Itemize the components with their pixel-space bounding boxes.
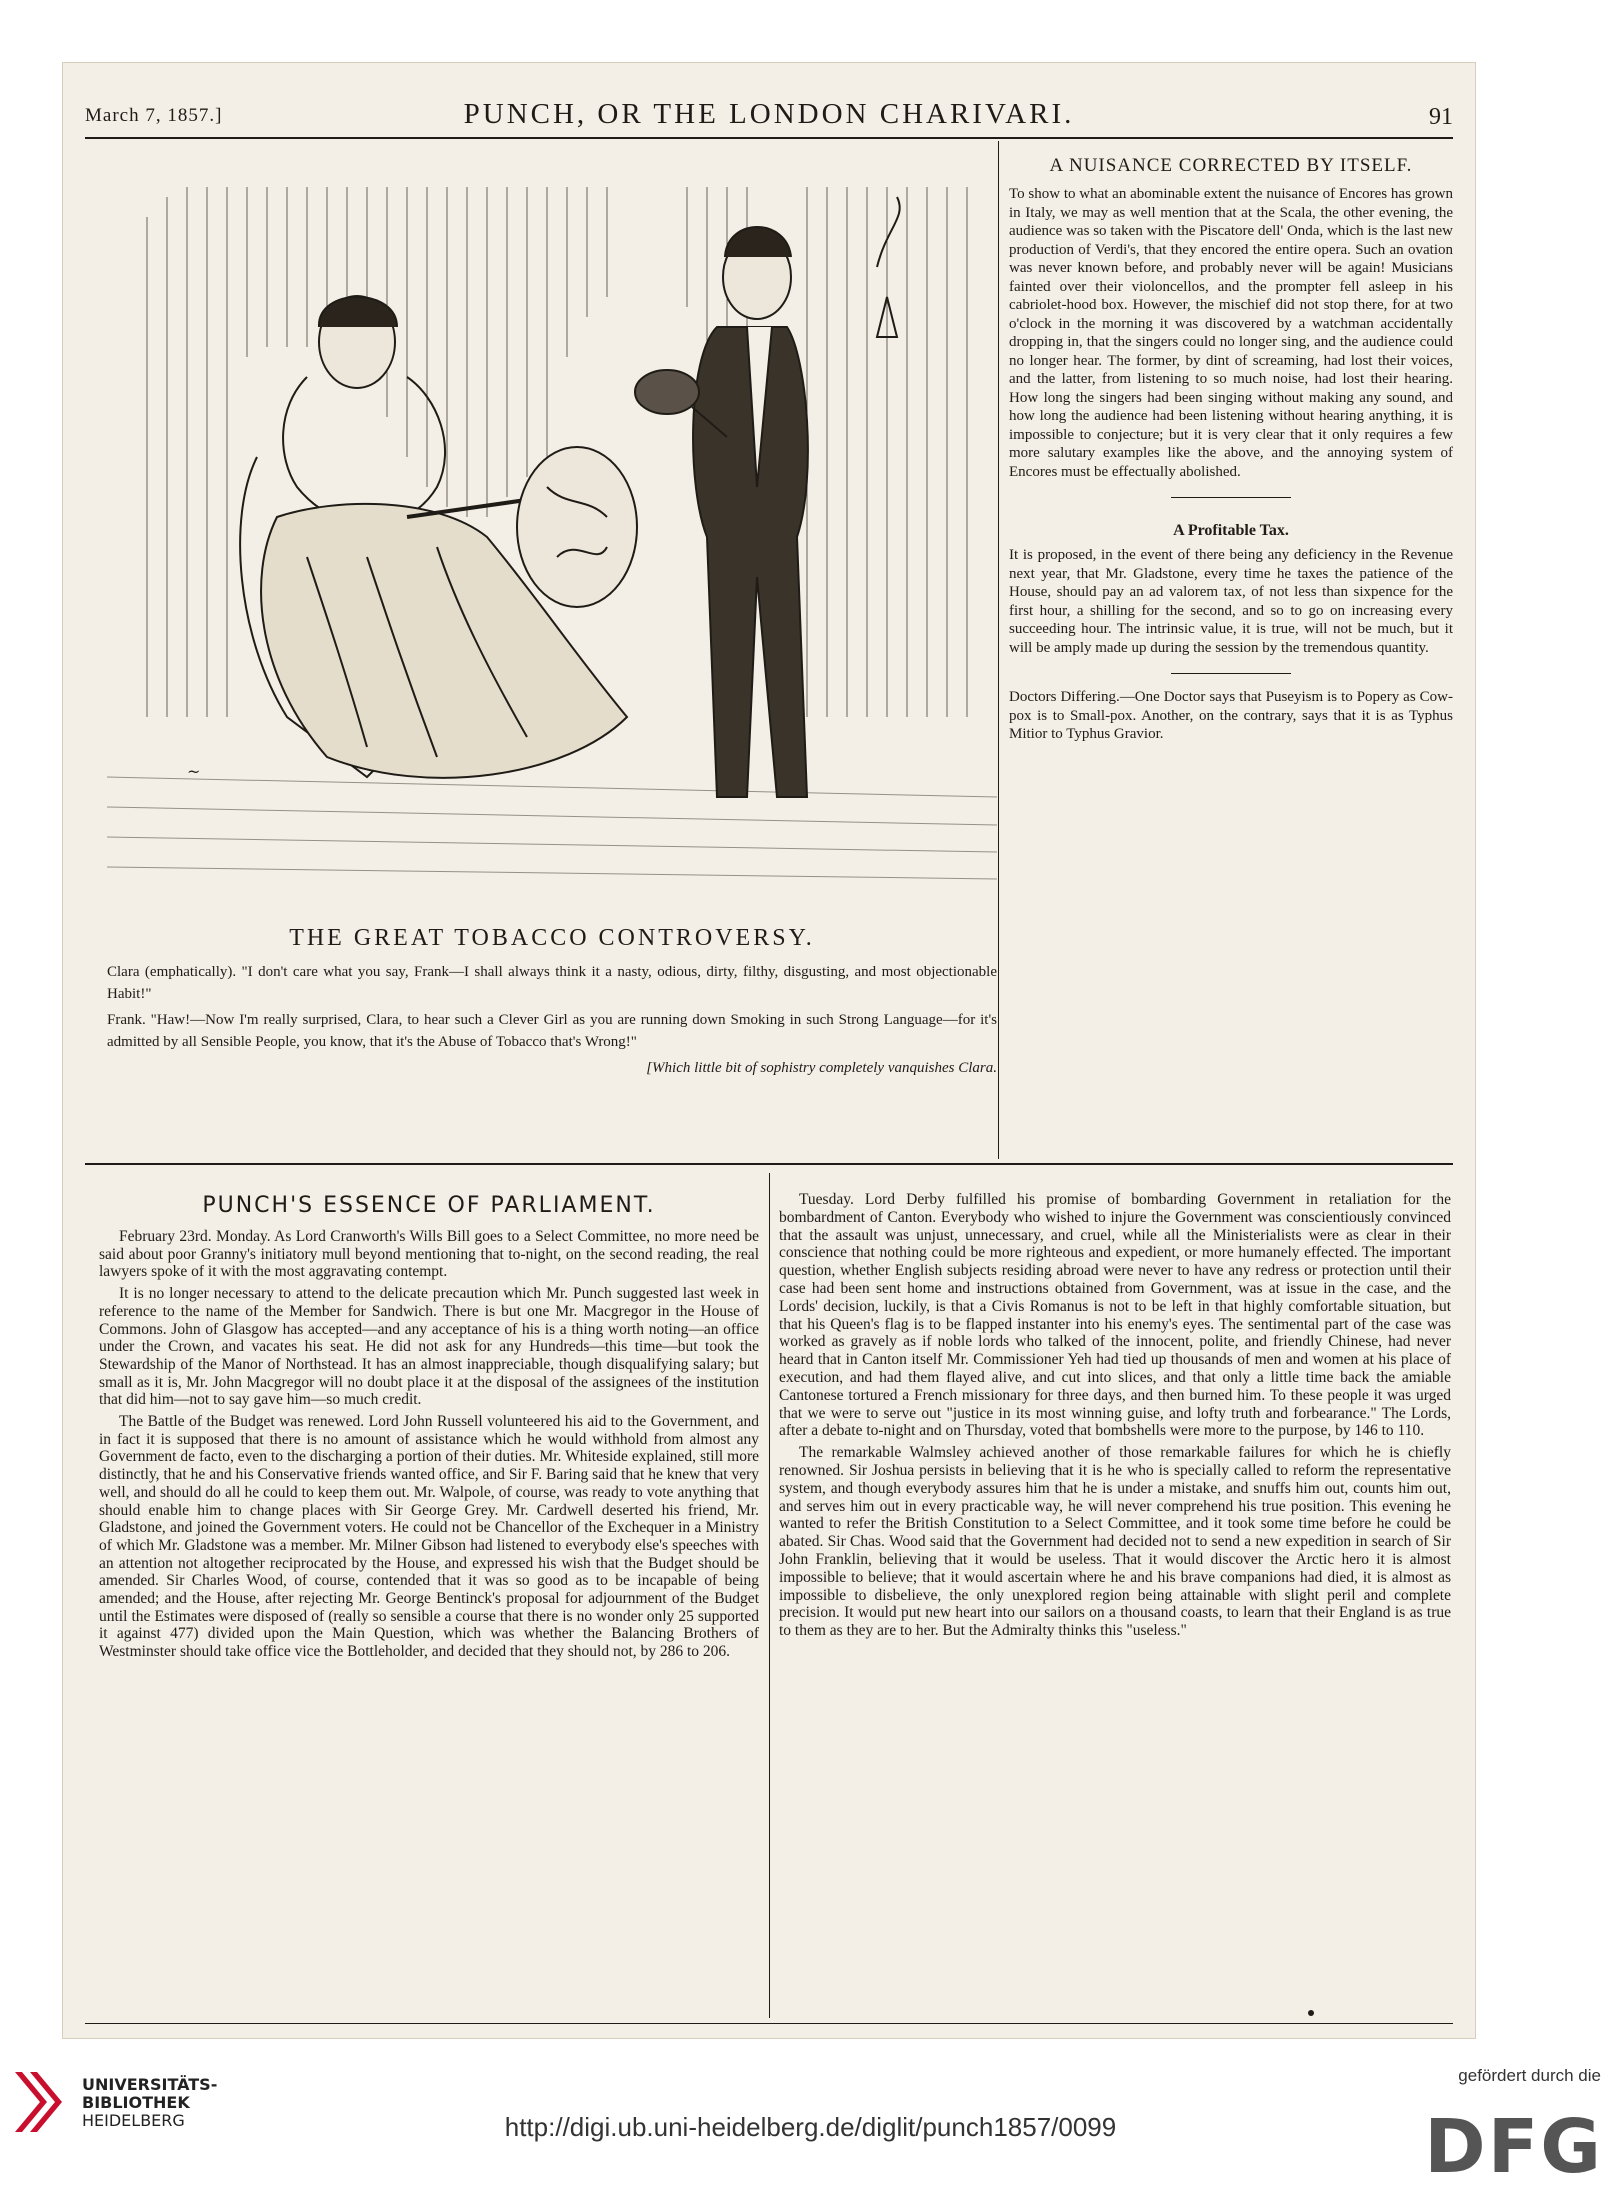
running-header <box>85 87 1453 135</box>
essence-heading: PUNCH'S ESSENCE OF PARLIAMENT. <box>202 1193 656 1218</box>
funding-note: gefördert durch die <box>1458 2066 1601 2085</box>
essence-paragraph: It is no longer necessary to attend to the delicate precaution which Mr. Punch suggested last week in reference to the name of the Member for Sandwich. There is but one Mr. Macgregor in the House of Commons. John of Glasgow has accepted—and any acceptance of his is a thing worth noting—an office under the Crown, and vacates his seat. He did not ask for any Hundreds—this time—but took the Stewardship of the Manor of Northstead. It has an almost inappreciable, though disqualifying salary; but small as it is, Mr. John Macgregor will no doubt place it at the disposal of the assignees of the institution that did him—not to say gave him—so much credit. <box>99 1285 759 1409</box>
caption-signature: [Which little bit of sophistry completely vanquishes Clara. <box>646 1060 997 1076</box>
caption-frank: Frank. "Haw!—Now I'm really surprised, Clara, to hear such a Clever Girl as you are running down Smoking in such Strong Language—for it's admitted by all Sensible People, you know, that it's the Abuse of Tobacco that's Wrong!" <box>107 1012 997 1050</box>
library-name: UNIVERSITÄTS- BIBLIOTHEK HEIDELBERG <box>82 2075 218 2130</box>
ink-dot <box>1308 2010 1314 2016</box>
svg-text:~: ~ <box>187 762 201 781</box>
cartoon-illustration <box>107 157 997 927</box>
issue-date: March 7, 1857.] <box>85 105 223 126</box>
tax-article: It is proposed, in the event of there being any deficiency in the Revenue next year, that Mr. Gladstone, every time he taxes the patience of the House, should pay an ad valorem tax, of not less than sixpence for the first hour, a shilling for the second, and so to go on increasing every succeeding hour. The intrinsic value, it is true, will not be much, but it will be amply made up during the session by the tremendous quantity. <box>1009 547 1453 656</box>
tax-heading: A Profitable Tax. <box>1173 522 1289 539</box>
page-number: 91 <box>1429 104 1453 130</box>
dfg-logo: DFG <box>1424 2104 1603 2190</box>
newspaper-page <box>62 62 1476 2039</box>
article-divider <box>1171 497 1291 498</box>
tuesday-paragraph: Tuesday. Lord Derby fulfilled his promise of bombarding Government in retaliation for the bombardment of Canton. Everybody who wished to injure the Government was conscientiously convinced that the assault was unjust, unnecessary, and cruel, while all the Ministerialists were as clear in their conscience that nothing could be more righteous and expedient, or more humanely effected. The important question, whether English subjects residing abroad were never to have any redress or protection until their case had been sent home and instructions obtained from Government, was at issue in the case, and the Lords' decision, luckily, is that a Civis Romanus is not to be left in that highly comfortable situation, but that his Queen's flag is to be flapped instanter into his enemy's eyes. The sentimental part of the case was worked as gravely as if noble lords who talked of the innocent, polite, and friendly Chinese, had never heard that in Canton itself Mr. Commissioner Yeh had tied up thousands of men and women at his place of execution, and had them flayed alive, and cut into slices, and that only a little time back the amiable Cantonese tortured a French missionary for three days, and then burned him. To these people it was urged that we were to serve out "justice in its most winning guise, and lofty truth and forbearance." The Lords, after a debate to-night and on Thursday, voted that bombshells were more to the purpose, by 146 to 110. <box>779 1191 1451 1440</box>
essence-column <box>99 1193 759 1665</box>
bottom-rule <box>85 2023 1453 2024</box>
cartoon-title: THE GREAT TOBACCO CONTROVERSY. <box>289 925 815 951</box>
column-rule-top <box>998 141 999 1159</box>
tuesday-column <box>779 1191 1451 1644</box>
header-rule <box>85 137 1453 139</box>
article-divider <box>1171 673 1291 674</box>
right-column <box>1009 155 1453 752</box>
caption-clara: Clara (emphatically). "I don't care what you say, Frank—I shall always think it a nasty, odious, dirty, filthy, disgusting, and most objectionable Habit!" <box>107 964 997 1002</box>
nuisance-heading: A NUISANCE CORRECTED BY ITSELF. <box>1049 155 1413 176</box>
cartoon-caption <box>107 961 997 1083</box>
doctors-article: Doctors Differing.—One Doctor says that Puseyism is to Popery as Cow-pox is to Small-pox. Another, on the contrary, says that it is as Typhus Mitior to Typhus Gravior. <box>1009 689 1453 742</box>
masthead-title: PUNCH, OR THE LONDON CHARIVARI. <box>463 98 1075 130</box>
column-rule-bottom <box>769 1173 770 2018</box>
source-url[interactable]: http://digi.ub.uni-heidelberg.de/diglit/punch1857/0099 <box>504 2112 1117 2142</box>
essence-paragraph: The Battle of the Budget was renewed. Lord John Russell volunteered his aid to the Government, and in fact it is supposed that there is no amount of assistance which he would withhold from almost any Government de facto, even to the discharging a portion of their duties. Mr. Whiteside explained, still more distinctly, that he and his Conservative friends wanted office, and Sir F. Baring said that he knew that very well, and should do all he could to keep them out. Mr. Walpole, of course, was ready to vote anything that should enable him to change places with Sir George Grey. Mr. Cardwell deserted his friend, Mr. Gladstone, and joined the Government voters. He could not be Chancellor of the Exchequer in a Ministry of which Mr. Gladstone was a member. Mr. Milner Gibson had listened to everybody else's speeches with an attention not altogether reciprocated by the House, and expressed his wish that the Budget should be amended. Sir Charles Wood, of course, contended that it was so good as to be incapable of being amended; and the House, after rejecting Mr. George Bentinck's proposal for adjournment of the Budget until the Estimates were disposed of (really so sensible a course that there is no wonder only 25 supported it against 477) divided upon the Main Question, which was whether the Balancing Brothers of Westminster should take office vice the Bottleholder, and decided that they should not, by 286 to 206. <box>99 1413 759 1661</box>
section-rule <box>85 1163 1453 1165</box>
essence-paragraph: February 23rd. Monday. As Lord Cranworth's Wills Bill goes to a Select Committee, no more need be said about poor Granny's initiatory mull beyond mentioning that to-night, on the second reading, the real lawyers spoke of it with the most aggravating contempt. <box>99 1228 759 1281</box>
digitization-footer <box>0 2040 1621 2207</box>
nuisance-article: To show to what an abominable extent the nuisance of Encores has grown in Italy, we may as well mention that at the Scala, the other evening, the audience was so taken with the Piscatore dell' Onda, which is the last new production of Verdi's, that they encored the entire opera. Such an ovation was never known before, and probably never will be again! Musicians fainted over their violoncellos, and the prompter fell asleep in his cabriolet-hood box. However, the mischief did not stop there, for at two o'clock in the morning it was discovered by a watchman accidentally dropping in, that the singers could no longer sing, and the audience could no longer hear. The former, by dint of screaming, had lost their voices, and the latter, from listening to so much noise, had lost their hearing. How long the singers had been singing without making any sound, and how long the audience had been listening without hearing anything, it is impossible to conjecture; but it is very clear that it only requires a few more salutary examples like the above, and the annoying system of Encores must be effectually abolished. <box>1009 186 1453 480</box>
tuesday-paragraph: The remarkable Walmsley achieved another of those remarkable failures for which he is chiefly renowned. Sir Joshua persists in believing that it is he who is specially called to reform the representative system, and though everybody assures him that he is under a mistake, and snuffs him out, counts him out, and serves him out in every practicable way, he will never comprehend his true position. This evening he wanted to refer the British Constitution to a Select Committee, and it took some time before he could be abated. Sir Chas. Wood said that the Government had decided not to send a new expedition in search of Sir John Franklin, believing that it would be useless. That it would discover the Arctic hero it is almost impossible to believe; that it would ascertain where he and his brave companions had died, it is almost as impossible to disbelieve, the only unexplored region being attainable with slight peril and complete precision. It would put new heart into our sailors on a thousand coasts, to learn that their England is as true to them as they are to her. But the Admiralty thinks this "useless." <box>779 1444 1451 1640</box>
